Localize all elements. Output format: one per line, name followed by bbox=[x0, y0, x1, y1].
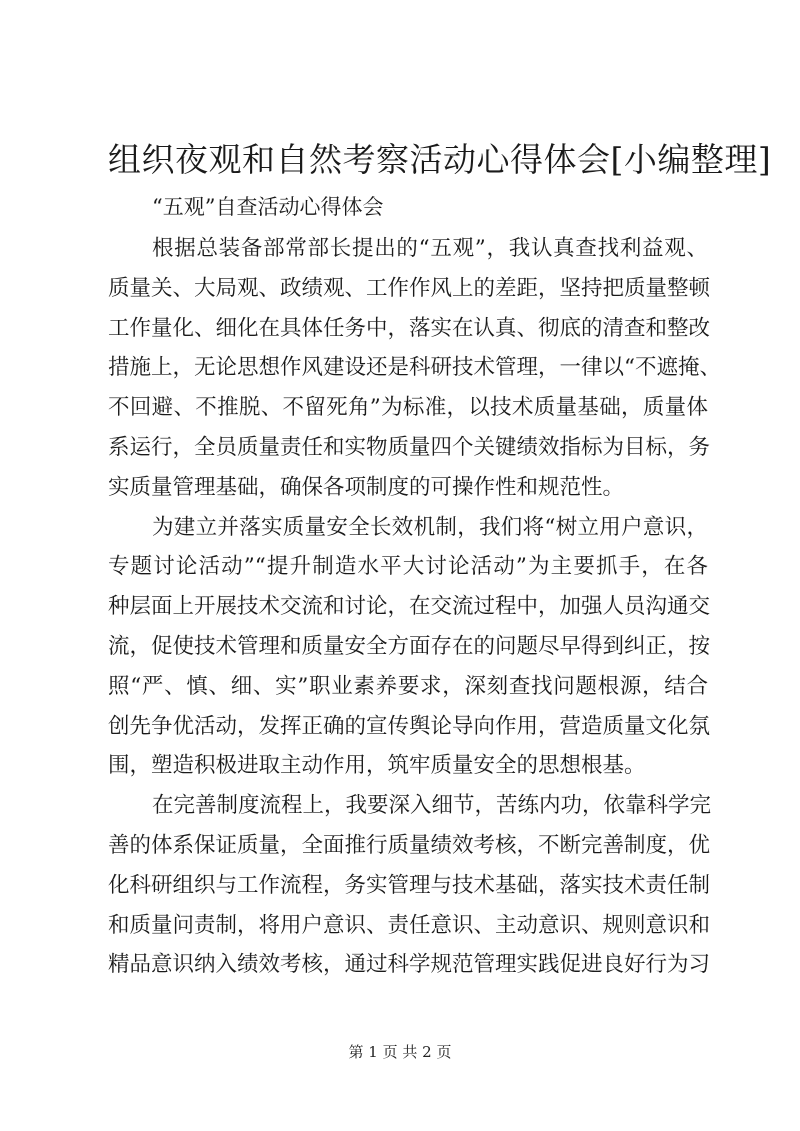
text-line: 不回避、不推脱、不留死角”为标准，以技术质量基础，质量体 bbox=[108, 395, 708, 421]
text-line: 善的体系保证质量，全面推行质量绩效考核，不断完善制度，优 bbox=[108, 832, 711, 858]
text-line: 系运行，全员质量责任和实物质量四个关键绩效指标为目标，务 bbox=[108, 434, 711, 460]
text-line: 种层面上开展技术交流和讨论，在交流过程中，加强人员沟通交 bbox=[108, 594, 711, 620]
text-line: 流，促使技术管理和质量安全方面存在的问题尽早得到纠正，按 bbox=[108, 633, 711, 659]
text-line: 为建立并落实质量安全长效机制，我们将“树立用户意识， bbox=[152, 514, 708, 540]
document-body bbox=[108, 229, 721, 985]
paragraph bbox=[108, 508, 711, 787]
text-line: 专题讨论活动”“提升制造水平大讨论活动”为主要抓手，在各 bbox=[108, 554, 708, 580]
text-line: 精品意识纳入绩效考核，通过科学规范管理实践促进良好行为习 bbox=[108, 952, 711, 978]
text-line: 实质量管理基础，确保各项制度的可操作性和规范性。 bbox=[108, 474, 625, 500]
text-line: 照“严、慎、细、实”职业素养要求，深刻查找问题根源，结合 bbox=[108, 673, 708, 699]
text-line: 工作量化、细化在具体任务中，落实在认真、彻底的清查和整改 bbox=[108, 315, 711, 341]
text-line: 在完善制度流程上，我要深入细节，苦练内功，依靠科学完 bbox=[152, 793, 712, 819]
text-line: 根据总装备部常部长提出的“五观”，我认真查找利益观、 bbox=[152, 236, 708, 261]
text-line: 化科研组织与工作流程，务实管理与技术基础，落实技术责任制 bbox=[108, 872, 711, 898]
text-line: 创先争优活动，发挥正确的宣传舆论导向作用，营造质量文化氛 bbox=[108, 713, 711, 739]
page-number: 第 1 页 共 2 页 bbox=[348, 1043, 452, 1061]
text-line: 和质量问责制，将用户意识、责任意识、主动意识、规则意识和 bbox=[108, 912, 711, 938]
document-subtitle: “五观”自查活动心得体会 bbox=[152, 195, 384, 219]
document-title: 组织夜观和自然考察活动心得体会[小编整理] bbox=[108, 140, 772, 179]
paragraph bbox=[108, 786, 712, 985]
text-line: 围，塑造积极进取主动作用，筑牢质量安全的思想根基。 bbox=[108, 753, 646, 779]
text-line: 质量关、大局观、政绩观、工作作风上的差距，坚持把质量整顿 bbox=[108, 275, 711, 301]
paragraph bbox=[108, 229, 721, 508]
text-line: 措施上，无论思想作风建设还是科研技术管理，一律以“不遮掩、 bbox=[108, 355, 721, 381]
